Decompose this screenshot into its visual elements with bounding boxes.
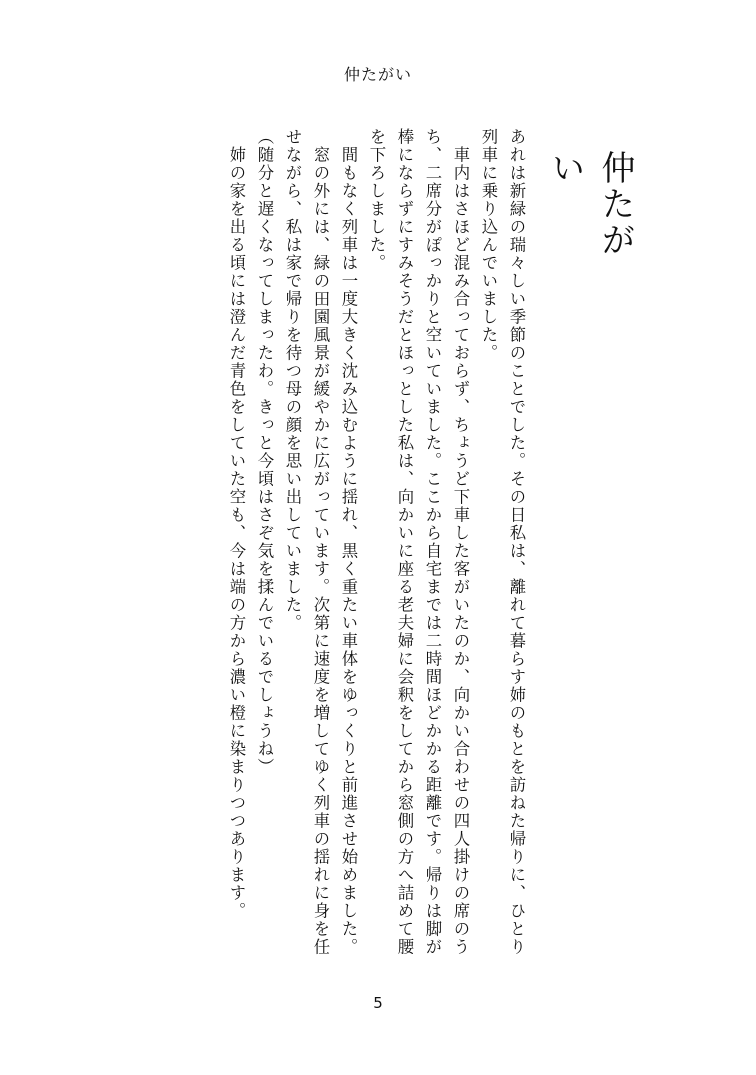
paragraph: あれは新緑の瑞々しい季節のことでした。その日私は、離れて暮らす姉のもとを訪ねた帰りに、ひとり列車に乗り込んでいました。 — [479, 128, 526, 956]
body-text — [80, 128, 530, 958]
paragraph: （随分と遅くなってしまったわ。きっと今頃はさぞ気を揉んでいるでしょうね） — [255, 128, 274, 776]
chapter-title: 仲たがい — [545, 150, 635, 258]
paragraph: 車内はさほど混み合っておらず、ちょうど下車した客がいたのか、向かい合わせの四人掛けの席のうち、二席分がぽっかりと空いていました。ここから自宅までは二時間ほどかかる距離です。帰りは脚が棒にならずにすみそうだとほっとした私は、向かいに座る老夫婦に会釈をしてから窓側の方へ詰めて腰を下ろしました。 — [367, 128, 470, 956]
paragraph: 窓の外には、緑の田園風景が緩やかに広がっています。次第に速度を増してゆく列車の揺れに身を任せながら、私は家で帰りを待つ母の顔を思い出していました。 — [283, 128, 330, 956]
paragraph: 間もなく列車は一度大きく沈み込むように揺れ、黒く重たい車体をゆっくりと前進させ始めました。 — [339, 128, 358, 956]
running-header: 仲たがい — [343, 65, 412, 84]
page-number: 5 — [373, 994, 383, 1012]
paragraph: 姉の家を出る頃には澄んだ青色をしていた空も、今は端の方から濃い橙に染まりつつあります。 — [227, 128, 246, 920]
